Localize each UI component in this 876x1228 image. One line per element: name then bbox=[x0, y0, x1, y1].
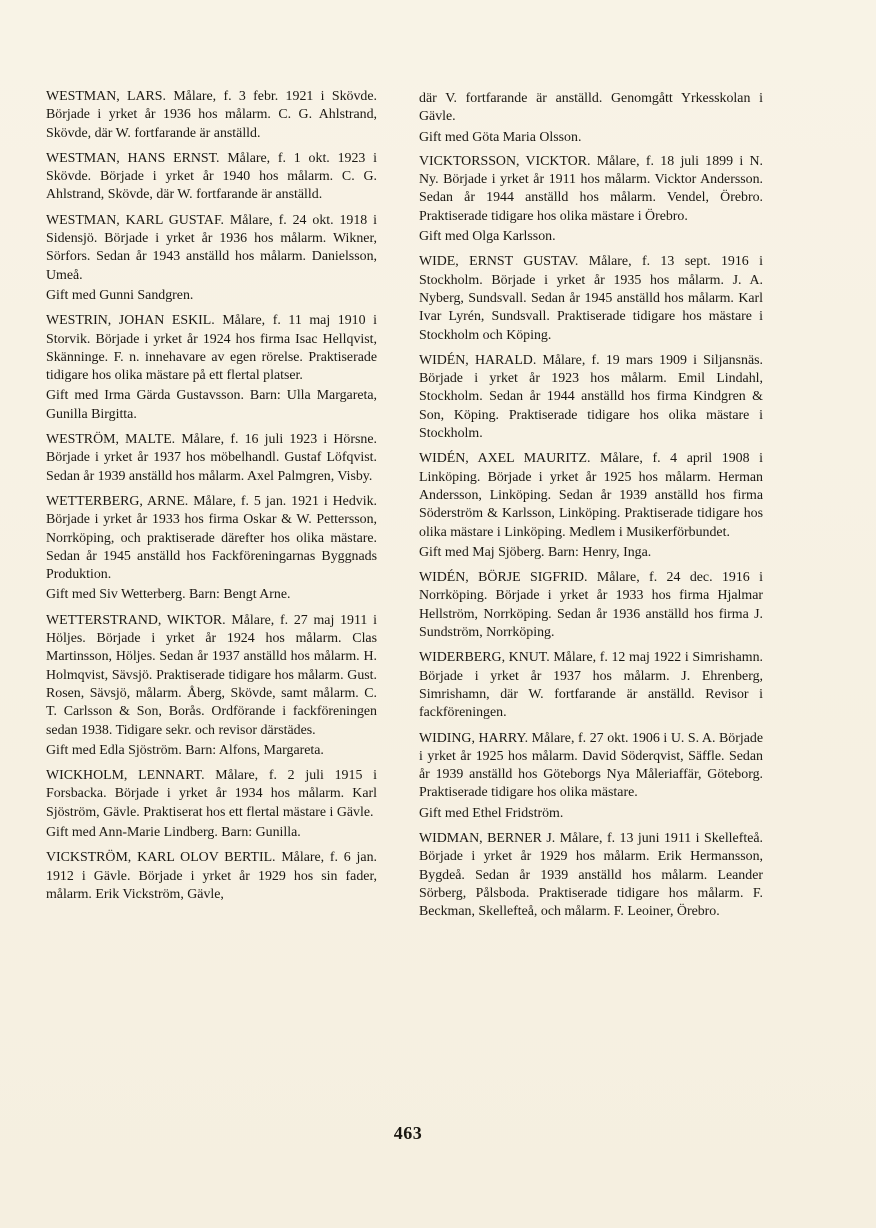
entry-text: VICKSTRÖM, KARL OLOV BERTIL. Målare, f. 6 jan. 1912 i Gävle. Började i yrket år 1929 hos sin fader, målarm. Erik Vickström, Gävle, bbox=[46, 850, 377, 902]
entry bbox=[46, 612, 377, 760]
entry-text: WIDÉN, HARALD. Målare, f. 19 mars 1909 i Siljansnäs. Började i yrket år 1923 hos målarm. Emil Lindahl, Stockholm. Sedan år 1944 anställd hos firma Kindgren & Son, Köping. Praktiserade tidigare hos olika mästare i Stockholm. bbox=[419, 352, 763, 442]
entry-text: WIDÉN, BÖRJE SIGFRID. Målare, f. 24 dec. 1916 i Norrköping. Började i yrket år 1933 hos firma Hjalmar Hellström, Norrköping. Sedan år 1936 anställd hos firma J. Sundström, Norrköping. bbox=[419, 570, 763, 641]
entry bbox=[46, 431, 377, 486]
family-line: Gift med Irma Gärda Gustavsson. Barn: Ulla Margareta, Gunilla Birgitta. bbox=[46, 388, 377, 422]
entry-text: WIDMAN, BERNER J. Målare, f. 13 juni 1911 i Skellefteå. Började i yrket år 1929 hos målarm. Erik Hermansson, Bygdeå. Sedan år 1939 anställd hos målarm. Leander Sörberg, Pålsboda. Praktiserade tidigare hos målarm. F. Beckman, Skellefteå, och målarm. F. Leoiner, Örebro. bbox=[419, 830, 763, 920]
entry bbox=[419, 730, 763, 823]
entry-text: WIDERBERG, KNUT. Målare, f. 12 maj 1922 i Simrishamn. Började i yrket år 1937 hos målarm. J. Ehrenberg, Simrishamn, där W. fortfarande är anställd. Revisor i fackföreningen. bbox=[419, 650, 763, 721]
entry bbox=[46, 312, 377, 424]
left-column bbox=[46, 88, 377, 911]
family-line: Gift med Gunni Sandgren. bbox=[46, 287, 194, 303]
entry-text: WETTERSTRAND, WIKTOR. Målare, f. 27 maj 1911 i Höljes. Började i yrket år 1924 hos målarm. Clas Martinsson, Höljes. Sedan år 1937 anställd hos målarm. H. Holmqvist, Sävsjö. Praktiserade tidigare hos målarm. Gust. Rosen, Sävsjö, målarm. Åberg, Skövde, samt målarm. C. T. Carlsson & Son, Borås. Ordförande i fackföreningen sedan 1938. Tidigare sekr. och revisor därstädes. bbox=[46, 612, 377, 738]
entry-text: WESTMAN, HANS ERNST. Målare, f. 1 okt. 1923 i Skövde. Började i yrket år 1940 hos målarm. C. G. Ahlstrand, Skövde, där W. fortfarande är anställd. bbox=[46, 150, 377, 203]
entry-text: WIDÉN, AXEL MAURITZ. Målare, f. 4 april 1908 i Linköping. Började i yrket år 1925 hos målarm. Herman Andersson, Linköping. Sedan år 1939 anställd hos firma Söderström & Karlsson, Linköping. Praktiserade tidigare hos olika mästare i Linköping. Medlem i Musikerförbundet. bbox=[419, 451, 763, 540]
entry bbox=[46, 150, 377, 205]
entry-text: WESTMAN, LARS. Målare, f. 3 febr. 1921 i Skövde. Började i yrket år 1936 hos målarm. C. G. Ahlstrand, Skövde, där W. fortfarande är anställd. bbox=[46, 89, 377, 141]
entry-text: WESTRIN, JOHAN ESKIL. Målare, f. 11 maj 1910 i Storvik. Började i yrket år 1924 hos firma Isac Hellqvist, Skänninge. F. n. innehavare av egen rörelse. Praktiserade tidigare hos olika mästare på ett flertal platser. bbox=[46, 313, 377, 384]
page-number: 463 bbox=[393, 1123, 423, 1143]
family-line: Gift med Göta Maria Olsson. bbox=[419, 129, 582, 145]
entry bbox=[46, 767, 377, 842]
entry bbox=[419, 569, 763, 642]
family-line: Gift med Maj Sjöberg. Barn: Henry, Inga. bbox=[419, 544, 652, 560]
entry bbox=[46, 88, 377, 143]
entry bbox=[46, 849, 377, 904]
entry bbox=[419, 830, 763, 921]
entry-text: VICKTORSSON, VICKTOR. Målare, f. 18 juli 1899 i N. Ny. Började i yrket år 1911 hos målarm. Vicktor Andersson. Sedan år 1944 anställd hos målarm. Vendel, Örebro. Praktiserade tidigare hos olika mästare i Örebro. bbox=[419, 153, 763, 224]
family-line: Gift med Siv Wetterberg. Barn: Bengt Arne. bbox=[46, 587, 291, 603]
entry bbox=[419, 450, 763, 562]
family-line: Gift med Edla Sjöström. Barn: Alfons, Margareta. bbox=[46, 742, 324, 758]
entry-text: WETTERBERG, ARNE. Målare, f. 5 jan. 1921 i Hedvik. Började i yrket år 1933 hos firma Oskar & W. Pettersson, Norrköping, och praktiserade därefter hos olika mästare. Sedan år 1945 anställd hos Fackföreningarnas Byggnads Produktion. bbox=[46, 493, 377, 583]
entry-text: WESTRÖM, MALTE. Målare, f. 16 juli 1923 i Hörsne. Började i yrket år 1937 hos möbelhandl. Gustaf Löfqvist. Sedan år 1939 anställd hos målarm. Axel Palmgren, Visby. bbox=[46, 432, 377, 484]
entry bbox=[419, 153, 763, 246]
right-column bbox=[419, 90, 763, 928]
entry bbox=[419, 352, 763, 443]
entry-text: WESTMAN, KARL GUSTAF. Målare, f. 24 okt. 1918 i Sidensjö. Började i yrket år 1936 hos målarm. Wikner, Sörfors. Sedan år 1943 anställd hos målarm. Danielsson, Umeå. bbox=[46, 212, 377, 283]
family-line: Gift med Olga Karlsson. bbox=[419, 229, 556, 245]
entry-text: där V. fortfarande är anställd. Genomgått Yrkesskolan i Gävle. bbox=[419, 91, 763, 125]
entry-text: WIDE, ERNST GUSTAV. Målare, f. 13 sept. 1916 i Stockholm. Började i yrket år 1935 hos målarm. J. A. Nyberg, Sundsvall. Sedan år 1945 anställd hos målarm. Karl Ivar Lyrén, Sundsvall. Praktiserade tidigare hos mästare i Stockholm och Köping. bbox=[419, 254, 763, 343]
entry-text: WICKHOLM, LENNART. Målare, f. 2 juli 1915 i Forsbacka. Började i yrket år 1934 hos målarm. Karl Sjöström, Gävle. Praktiserat hos ett flertal mästare i Gävle. bbox=[46, 768, 377, 820]
family-line: Gift med Ann-Marie Lindberg. Barn: Gunilla. bbox=[46, 824, 301, 840]
entry bbox=[419, 649, 763, 722]
entry bbox=[419, 253, 763, 344]
entry bbox=[46, 212, 377, 305]
entry bbox=[419, 90, 763, 147]
entry-text: WIDING, HARRY. Målare, f. 27 okt. 1906 i U. S. A. Började i yrket år 1925 hos målarm. David Söderqvist, Säffle. Sedan år 1939 anställd hos Göteborgs Nya Måleriaffär, Göteborg. Praktiserade tidigare hos olika mästare. bbox=[419, 730, 763, 801]
family-line: Gift med Ethel Fridström. bbox=[419, 805, 564, 821]
entry bbox=[46, 493, 377, 605]
